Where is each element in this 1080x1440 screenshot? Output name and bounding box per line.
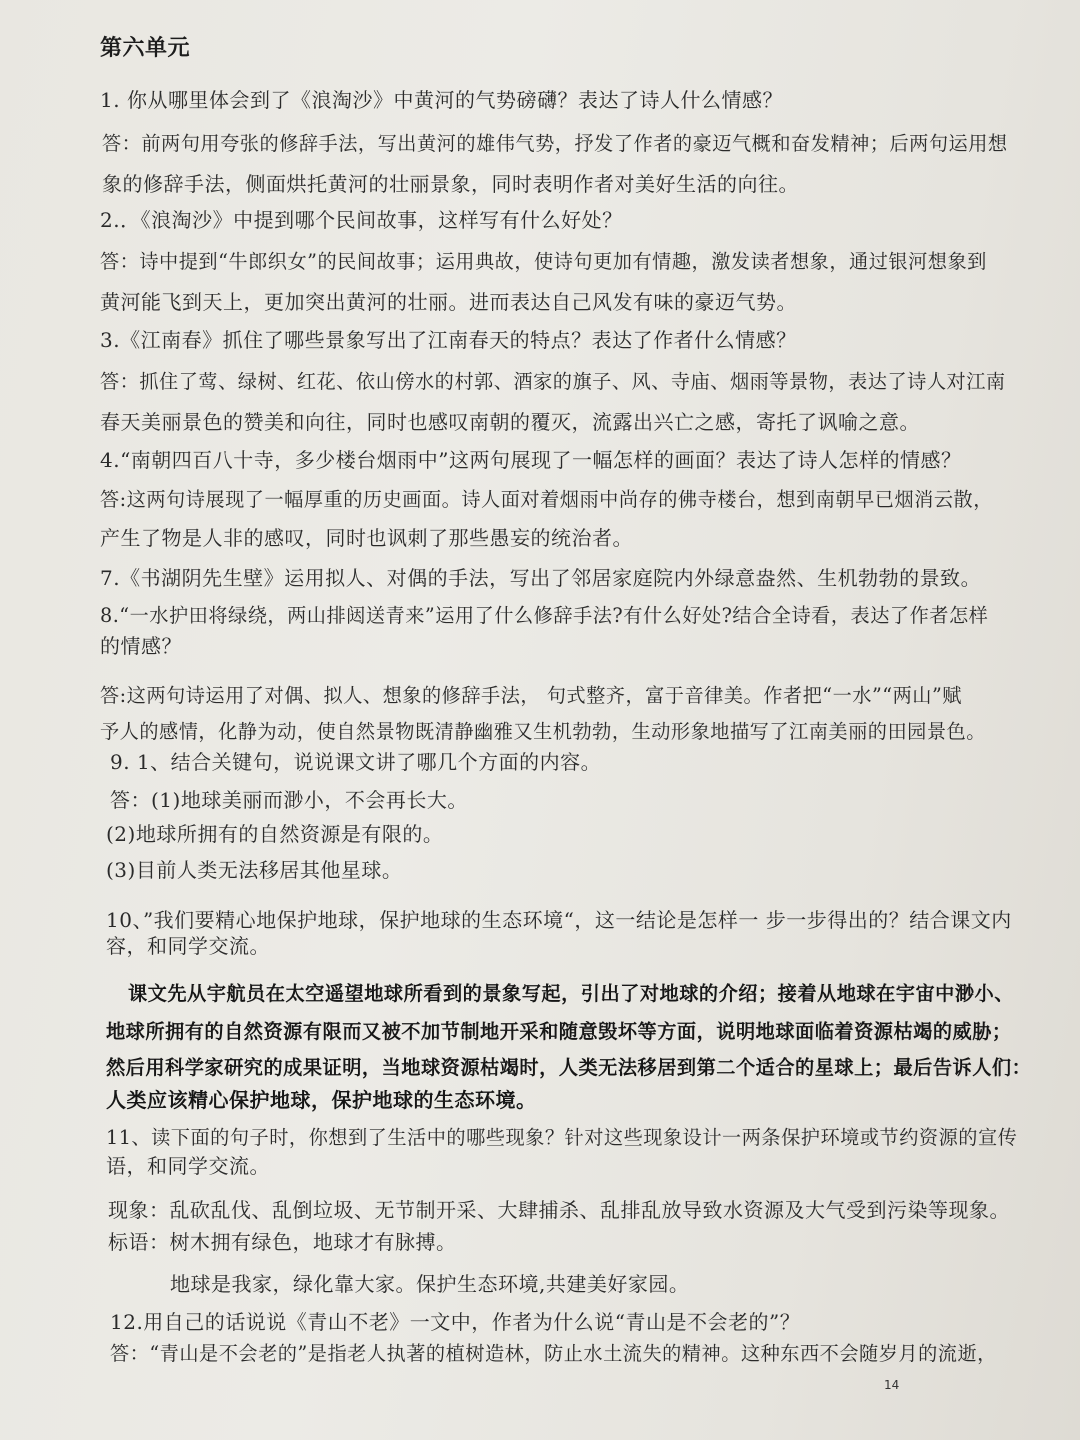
question-1: 1. 你从哪里体会到了《浪淘沙》中黄河的气势磅礴？表达了诗人什么情感？ [100, 88, 783, 112]
answer-4-line-1: 答:这两句诗展现了一幅厚重的历史画面。诗人面对着烟雨中尚存的佛寺楼台，想到南朝早已烟消云散， [100, 488, 993, 511]
question-11-line-2: 语，和同学交流。 [106, 1154, 270, 1178]
answer-3-line-2: 春天美丽景色的赞美和向往，同时也感叹南朝的覆灭，流露出兴亡之感，寄托了讽喻之意。 [100, 410, 920, 434]
answer-9-item-1: 答：(1)地球美丽而渺小，不会再长大。 [110, 788, 468, 812]
question-10-line-1: 10、”我们要精心地保护地球，保护地球的生态环境“，这一结论是怎样一 步一步得出的？结合课文内 [106, 908, 1012, 932]
answer-12-line-1: 答：“青山是不会老的”是指老人执著的植树造林，防止水土流失的精神。这种东西不会随岁月的流逝， [110, 1342, 997, 1365]
question-2: 2.．《浪淘沙》中提到哪个民间故事，这样写有什么好处？ [100, 208, 623, 232]
page-number: 14 [884, 1378, 900, 1392]
answer-8-line-1: 答:这两句诗运用了对偶、拟人、想象的修辞手法， 句式整齐，富于音律美。作者把“一水”“两山”赋 [100, 684, 962, 707]
answer-1-line-1: 答：前两句用夸张的修辞手法，写出黄河的雄伟气势，抒发了作者的豪迈气概和奋发精神；后两句运用想 [102, 132, 1008, 155]
slogan-line-1: 标语：树木拥有绿色，地球才有脉搏。 [108, 1230, 457, 1254]
question-8-line-1: 8.“一水护田将绿绕，两山排闼送青来”运用了什么修辞手法?有什么好处?结合全诗看，表达了作者怎样 [100, 604, 989, 627]
answer-2-line-1: 答：诗中提到“牛郎织女”的民间故事；运用典故，使诗句更加有情趣，激发读者想象，通过银河想象到 [100, 250, 987, 273]
answer-9-item-2: (2)地球所拥有的自然资源是有限的。 [106, 822, 444, 846]
question-3: 3.《江南春》抓住了哪些景象写出了江南春天的特点？表达了作者什么情感？ [100, 328, 797, 352]
answer-10-line-3: 然后用科学家研究的成果证明，当地球资源枯竭时，人类无法移居到第二个适合的星球上；最后告诉人们： [106, 1056, 1032, 1079]
question-11-line-1: 11、读下面的句子时，你想到了生活中的哪些现象？针对这些现象设计一两条保护环境或节约资源的宣传 [106, 1126, 1018, 1149]
unit-title: 第六单元 [100, 35, 191, 61]
answer-2-line-2: 黄河能飞到天上，更加突出黄河的壮丽。进而表达自己风发有味的豪迈气势。 [100, 290, 797, 314]
answer-1-line-2: 象的修辞手法，侧面烘托黄河的壮丽景象，同时表明作者对美好生活的向往。 [102, 172, 799, 196]
answer-8-line-2: 予人的感情，化静为动，使自然景物既清静幽雅又生机勃勃，生动形象地描写了江南美丽的田园景色。 [100, 720, 986, 743]
question-8-line-2: 的情感？ [100, 634, 182, 658]
question-4: 4.“南朝四百八十寺，多少楼台烟雨中”这两句展现了一幅怎样的画面？表达了诗人怎样的情感？ [100, 448, 962, 472]
question-12: 12.用自己的话说说《青山不老》一文中，作者为什么说“青山是不会老的”？ [110, 1310, 801, 1334]
answer-9-item-3: (3)目前人类无法移居其他星球。 [106, 858, 403, 882]
question-7: 7.《书湖阴先生壁》运用拟人、对偶的手法，写出了邻居家庭院内外绿意盎然、生机勃勃的景致。 [100, 566, 982, 590]
question-10-line-2: 容，和同学交流。 [106, 934, 270, 958]
question-9: 9. 1、结合关键句，说说课文讲了哪几个方面的内容。 [110, 750, 602, 774]
answer-3-line-1: 答：抓住了莺、绿树、红花、依山傍水的村郭、酒家的旗子、风、寺庙、烟雨等景物，表达了诗人对江南 [100, 370, 1006, 393]
answer-4-line-2: 产生了物是人非的感叹，同时也讽刺了那些愚妄的统治者。 [100, 526, 633, 550]
phenomena-line: 现象：乱砍乱伐、乱倒垃圾、无节制开采、大肆捕杀、乱排乱放导致水资源及大气受到污染等现象。 [108, 1198, 1010, 1222]
answer-10-line-1: 课文先从宇航员在太空遥望地球所看到的景象写起，引出了对地球的介绍；接着从地球在宇宙中渺小、 [128, 982, 1014, 1005]
slogan-line-2: 地球是我家，绿化靠大家。保护生态环境,共建美好家园。 [170, 1272, 690, 1296]
answer-10-line-2: 地球所拥有的自然资源有限而又被不加节制地开采和随意毁坏等方面，说明地球面临着资源枯竭的威胁； [106, 1020, 1012, 1043]
answer-10-line-4: 人类应该精心保护地球，保护地球的生态环境。 [106, 1088, 537, 1112]
